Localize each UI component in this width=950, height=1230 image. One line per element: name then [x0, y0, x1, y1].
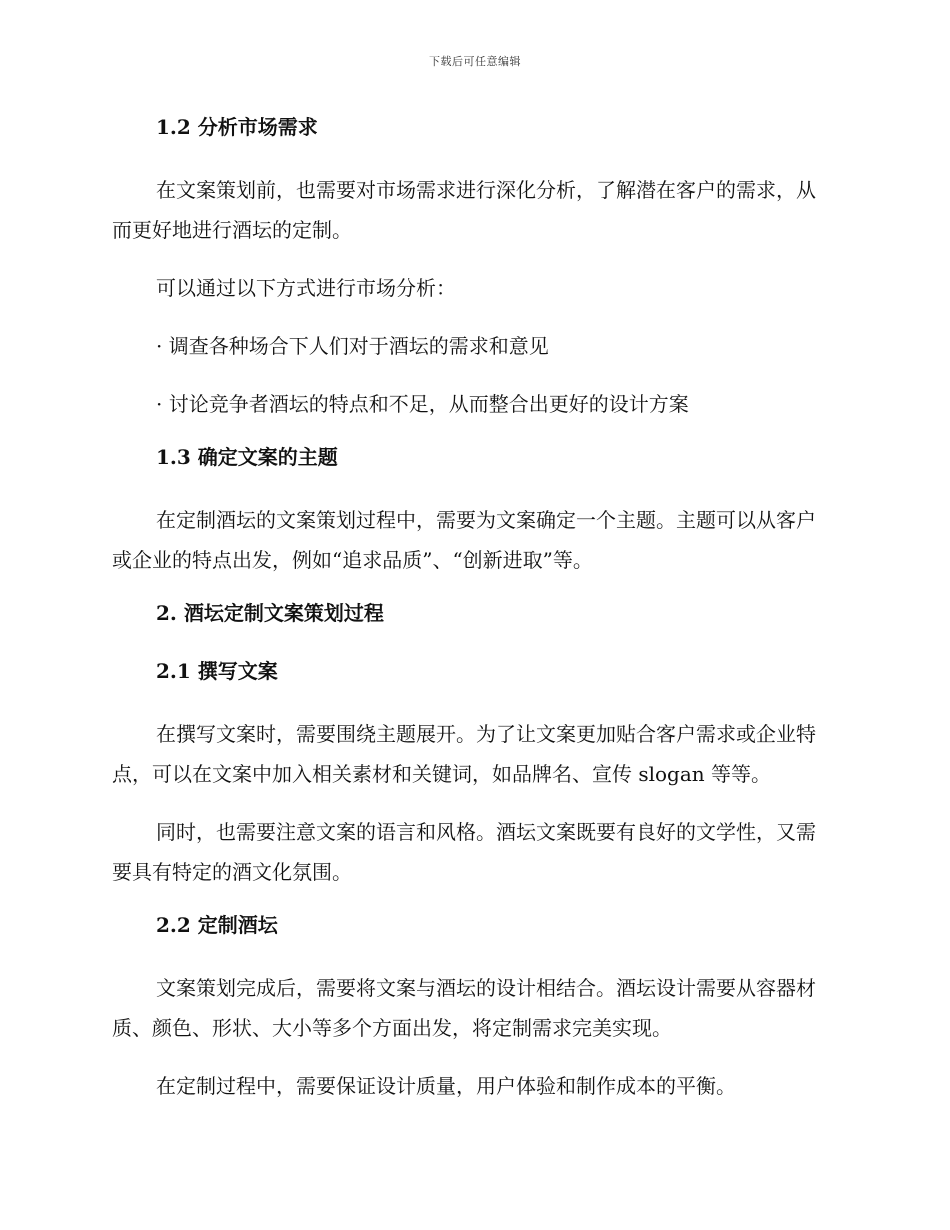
- heading-2-2: 2.2 定制酒坛: [156, 913, 278, 937]
- heading-2-1: 2.1 撰写文案: [156, 659, 278, 683]
- heading-2: 2. 酒坛定制文案策划过程: [156, 601, 384, 625]
- paragraph-2-2-balance: 在定制过程中，需要保证设计质量，用户体验和制作成本的平衡。: [156, 1074, 736, 1098]
- paragraph-2-1-style: 同时，也需要注意文案的语言和风格。酒坛文案既要有良好的文学性，又需要具有特定的酒文化氛围。: [112, 820, 816, 884]
- paragraph-1-3-theme: 在定制酒坛的文案策划过程中，需要为文案确定一个主题。主题可以从客户或企业的特点出发，例如“追求品质”、“创新进取”等。: [112, 508, 816, 572]
- paragraph-2-2-design: 文案策划完成后，需要将文案与酒坛的设计相结合。酒坛设计需要从容器材质、颜色、形状、大小等多个方面出发，将定制需求完美实现。: [112, 976, 816, 1040]
- document-body: [112, 112, 832, 1106]
- list-item-survey: · 调查各种场合下人们对于酒坛的需求和意见: [156, 334, 549, 358]
- paragraph-1-2-methods: 可以通过以下方式进行市场分析：: [156, 276, 456, 300]
- heading-1-2: 1.2 分析市场需求: [156, 115, 318, 139]
- page-header: 下载后可任意编辑: [429, 55, 521, 68]
- heading-1-3: 1.3 确定文案的主题: [156, 445, 338, 469]
- paragraph-1-2-intro: 在文案策划前，也需要对市场需求进行深化分析，了解潜在客户的需求，从而更好地进行酒坛的定制。: [112, 178, 816, 242]
- paragraph-2-1-writing: 在撰写文案时，需要围绕主题展开。为了让文案更加贴合客户需求或企业特点，可以在文案中加入相关素材和关键词，如品牌名、宣传 slogan 等等。: [112, 722, 816, 786]
- list-item-competitors: · 讨论竞争者酒坛的特点和不足，从而整合出更好的设计方案: [156, 392, 689, 416]
